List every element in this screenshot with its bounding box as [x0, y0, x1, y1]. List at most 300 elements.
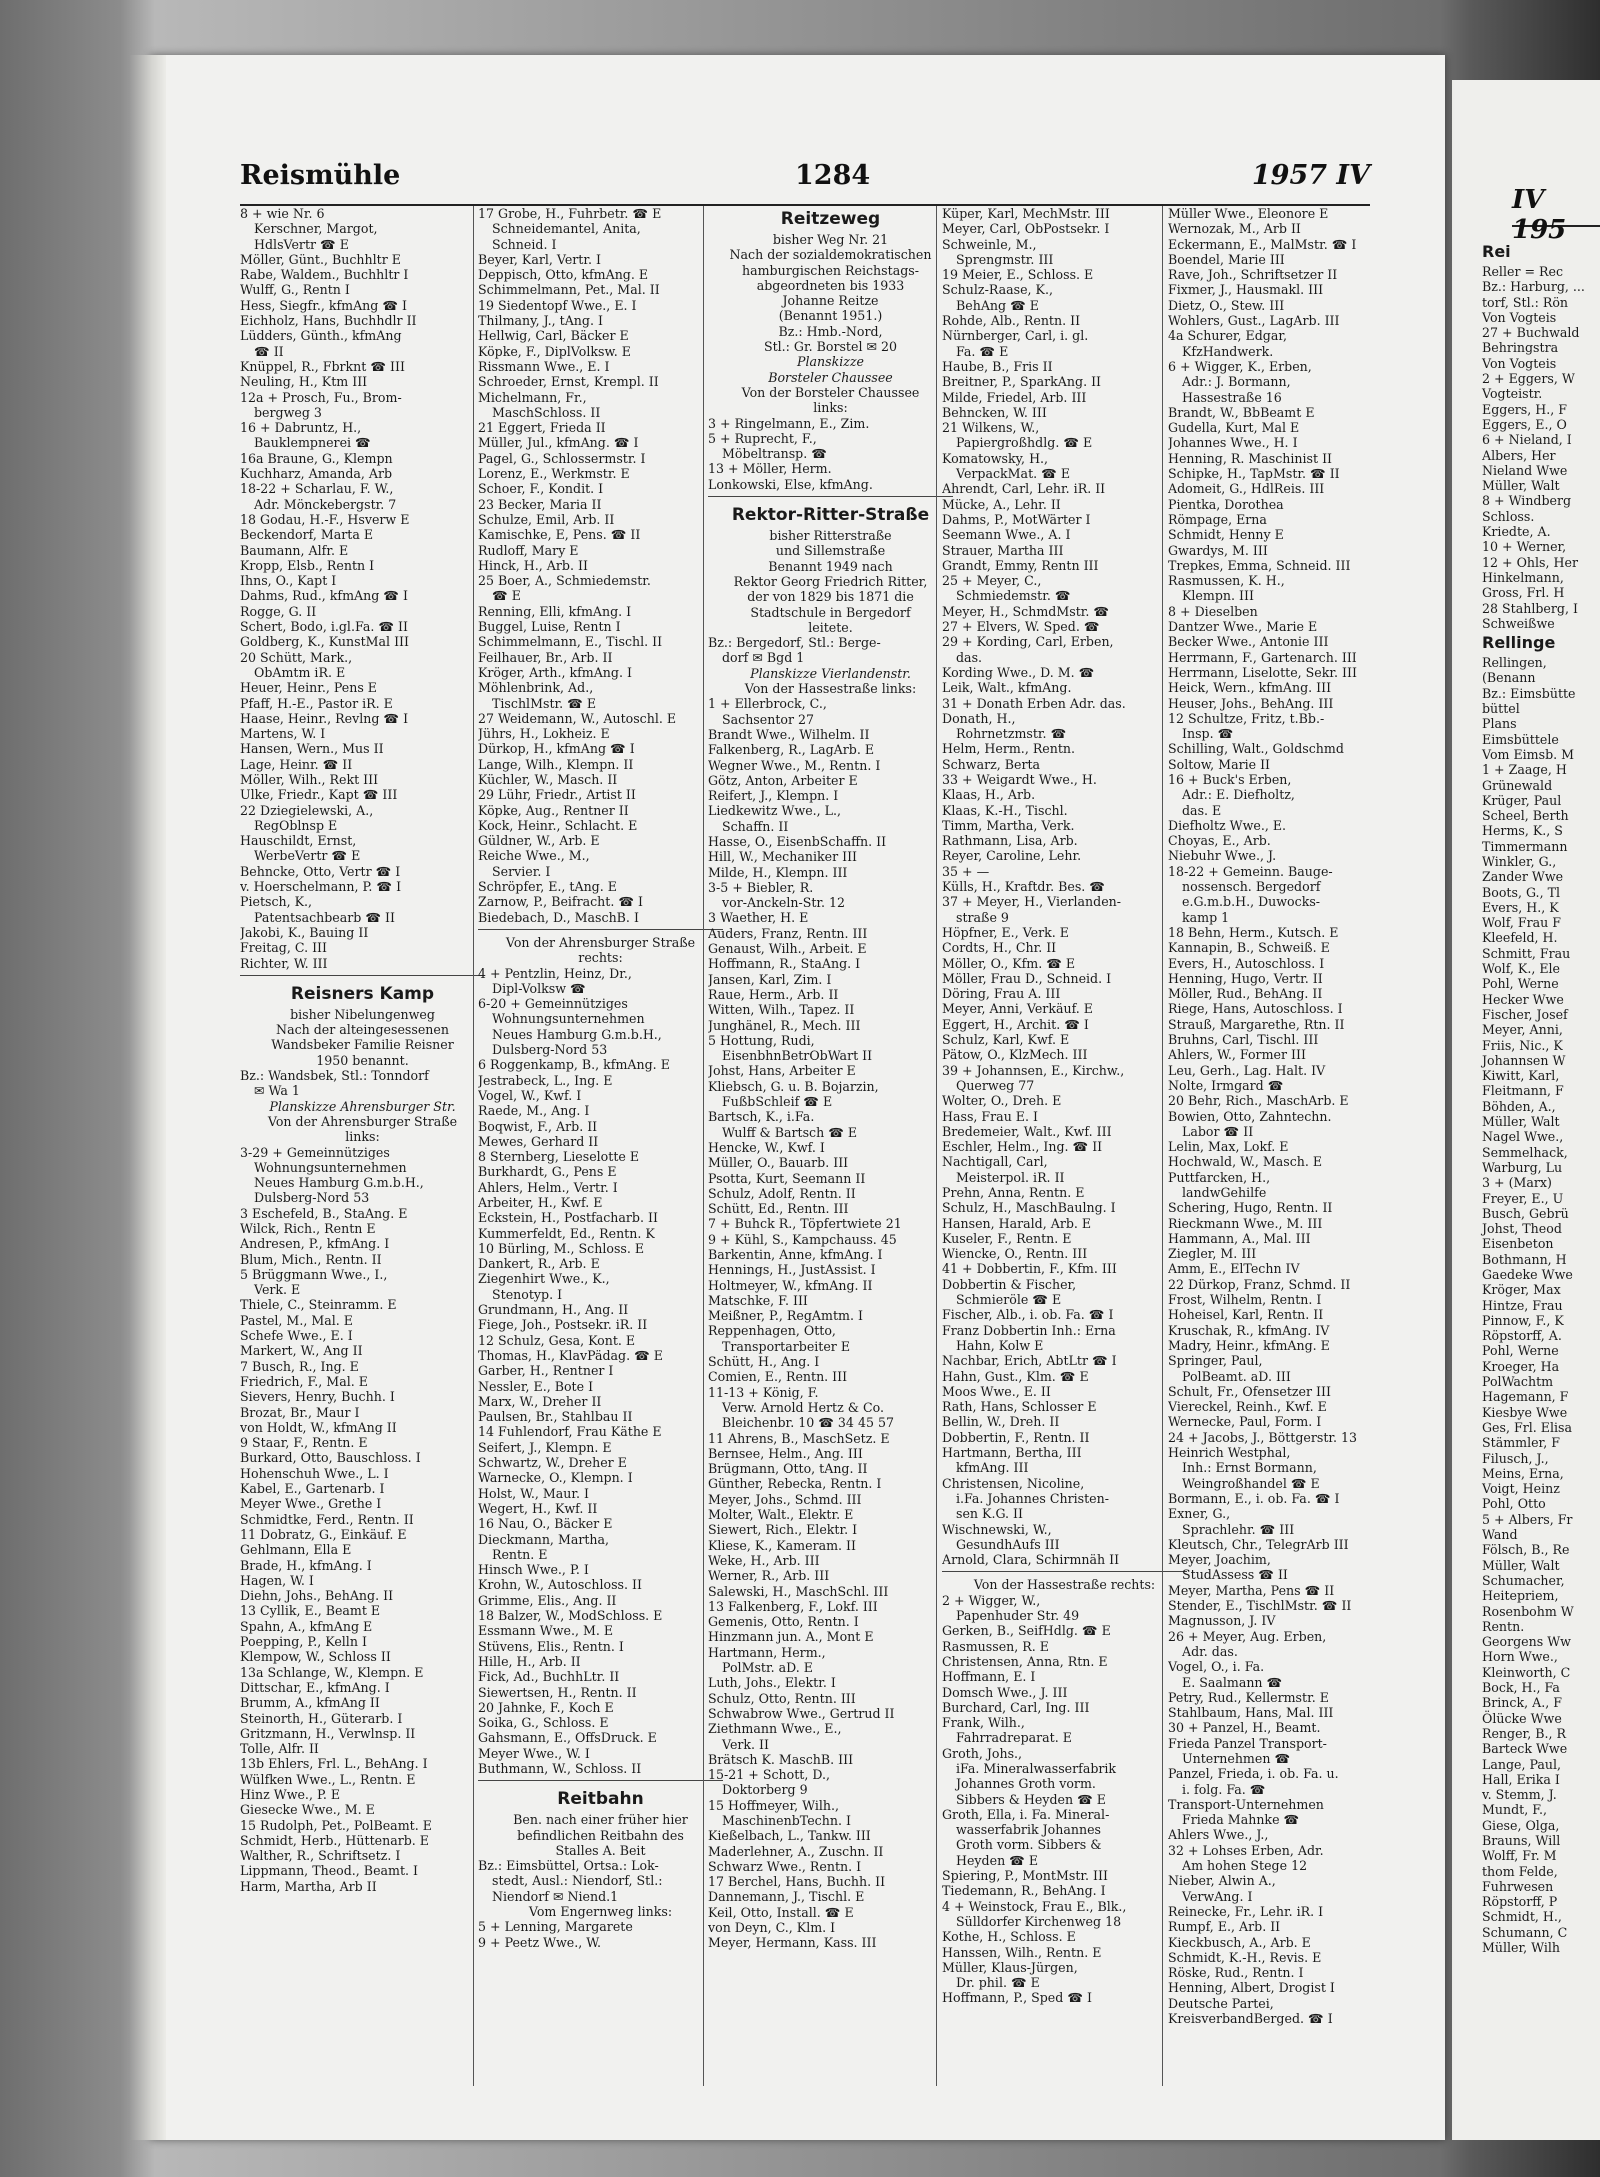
directory-column-2: [478, 206, 723, 2096]
directory-entry: Döring, Frau A. III: [942, 986, 1061, 1002]
directory-entry: 6 + Nieland, I: [1482, 432, 1572, 448]
directory-entry: 1 + Ellerbrock, C.,: [708, 696, 827, 712]
directory-entry: Freyer, E., U: [1482, 1190, 1564, 1206]
directory-entry: Schmidt, Herb., Hüttenarb. E: [240, 1832, 429, 1848]
directory-entry: Cordts, H., Chr. II: [942, 940, 1057, 956]
directory-entry: Siewert, Rich., Elektr. I: [708, 1522, 858, 1538]
directory-entry: Fixmer, J., Hausmakl. III: [1168, 282, 1324, 298]
directory-entry: 5 + Albers, Fr: [1482, 1511, 1573, 1527]
directory-entry: Bauklempnerei ☎: [254, 435, 371, 451]
directory-entry: Lonkowski, Else, kfmAng.: [708, 476, 873, 492]
directory-entry: 18 Godau, H.-F., Hsverw E: [240, 511, 410, 527]
directory-entry: Adomeit, G., HdlReis. III: [1168, 481, 1325, 497]
directory-entry: Giese, Olga,: [1482, 1817, 1560, 1833]
directory-entry: Beckendorf, Marta E: [240, 527, 374, 543]
directory-entry: Schwabrow Wwe., Gertrud II: [708, 1705, 895, 1721]
directory-entry: 17 Berchel, Hans, Buchh. II: [708, 1874, 886, 1890]
directory-entry: Schipke, H., TapMstr. ☎ II: [1168, 466, 1340, 482]
directory-entry: Reller = Rec: [1482, 264, 1564, 279]
directory-entry: Gahsmann, E., OffsDruck. E: [478, 1730, 657, 1746]
directory-entry: Röpstorff, A.: [1482, 1328, 1562, 1344]
directory-entry: Wulff & Bartsch ☎ E: [722, 1124, 858, 1140]
directory-entry: Herrmann, Liselotte, Sekr. III: [1168, 664, 1357, 680]
directory-entry: Lüdders, Günth., kfmAng: [240, 328, 402, 344]
directory-entry: Lage, Heinr. ☎ II: [240, 756, 353, 772]
directory-entry: Krüger, Paul: [1482, 792, 1562, 808]
directory-entry: Fischer, Josef: [1482, 1006, 1568, 1022]
directory-entry: 3 + (Marx): [1482, 1175, 1552, 1191]
directory-entry: Bz.: Wandsbek, Stl.: Tonndorf: [240, 1068, 429, 1084]
directory-entry: 8 + wie Nr. 6: [240, 206, 325, 221]
directory-entry: Richter, W. III: [240, 955, 328, 971]
street-note: Stadtschule in Bergedorf: [750, 604, 911, 620]
directory-entry: 3-29 + Gemeinnütziges: [240, 1144, 390, 1160]
directory-entry: Hecker Wwe: [1482, 991, 1564, 1007]
directory-entry: Hoffmann, R., StaAng. I: [708, 956, 861, 972]
directory-entry: Meyer, Carl, ObPostsekr. I: [942, 221, 1110, 237]
directory-entry: Meyer, Johs., Schmd. III: [708, 1491, 862, 1507]
directory-entry: Hall, Erika I: [1482, 1771, 1560, 1787]
directory-entry: Bleichenbr. 10 ☎ 34 45 57: [722, 1415, 894, 1431]
directory-entry: Knüppel, R., Fbrknt ☎ III: [240, 358, 405, 374]
street-note: Bz.: Hmb.-Nord,: [778, 323, 883, 339]
directory-entry: Freitag, C. III: [240, 940, 327, 956]
directory-entry: straße 9: [956, 909, 1009, 925]
directory-entry: Wolter, O., Dreh. E: [942, 1093, 1062, 1109]
directory-entry: Reyer, Caroline, Lehr.: [942, 848, 1082, 864]
directory-entry: Dantzer Wwe., Marie E: [1168, 619, 1318, 635]
directory-entry: Wohlers, Gust., LagArb. III: [1168, 313, 1340, 329]
directory-entry: Reinecke, Fr., Lehr. iR. I: [1168, 1903, 1324, 1919]
directory-entry: Hahn, Gust., Klm. ☎ E: [942, 1368, 1089, 1384]
directory-entry: Dipl-Volksw ☎: [492, 980, 586, 996]
directory-entry: Wiencke, O., Rentn. III: [942, 1246, 1088, 1262]
directory-entry: Eckermann, E., MalMstr. ☎ I: [1168, 236, 1357, 252]
directory-entry: Gudella, Kurt, Mal E: [1168, 420, 1300, 436]
directory-entry: Bellin, W., Dreh. II: [942, 1414, 1060, 1430]
directory-entry: Gaedeke Wwe: [1482, 1267, 1573, 1282]
directory-entry: Verk. E: [254, 1282, 301, 1298]
directory-entry: TischlMstr. ☎ E: [492, 695, 597, 711]
directory-entry: Heuer, Heinr., Pens E: [240, 680, 377, 696]
street-heading: Rellinge: [1482, 633, 1556, 653]
directory-entry: Frieda Panzel Transport-: [1168, 1735, 1327, 1751]
directory-entry: Rasmussen, K. H.,: [1168, 573, 1285, 589]
directory-entry: MaschinenbTechn. I: [722, 1812, 851, 1828]
directory-entry: Rellingen,: [1482, 655, 1547, 671]
directory-entry: Seifert, J., Klempn. E: [478, 1439, 612, 1455]
street-heading: Reisners Kamp: [290, 983, 435, 1004]
directory-entry: GesundhAufs III: [956, 1536, 1060, 1552]
directory-column-3: [708, 206, 953, 2096]
directory-entry: Fölsch, B., Re: [1482, 1542, 1570, 1558]
directory-entry: Schulz-Raase, K.,: [942, 282, 1053, 298]
directory-entry: Kroeger, Ha: [1482, 1358, 1560, 1374]
directory-entry: Groth, Ella, i. Fa. Mineral-: [942, 1806, 1110, 1822]
directory-entry: Kliese, K., Kameram. II: [708, 1537, 856, 1553]
directory-entry: Beyer, Karl, Vertr. I: [478, 251, 601, 267]
directory-entry: Möller, O., Kfm. ☎ E: [942, 955, 1076, 971]
directory-entry: Wegert, H., Kwf. II: [478, 1500, 598, 1516]
column-divider: [473, 206, 474, 2086]
directory-entry: Hoffmann, P., Sped ☎ I: [942, 1990, 1092, 2006]
right-page-fragment: [1452, 80, 1600, 2140]
directory-entry: Dr. phil. ☎ E: [956, 1975, 1040, 1991]
directory-entry: Frost, Wilhelm, Rentn. I: [1168, 1292, 1322, 1308]
directory-entry: stedt, Ausl.: Niendorf, Stl.:: [492, 1873, 663, 1889]
directory-entry: von Deyn, C., Klm. I: [708, 1920, 836, 1936]
directory-entry: Warburg, Lu: [1482, 1159, 1563, 1175]
directory-entry: Niebuhr Wwe., J.: [1168, 848, 1277, 864]
directory-entry: thom Felde,: [1482, 1863, 1558, 1879]
directory-entry: Hess, Siegfr., kfmAng ☎ I: [240, 297, 408, 313]
directory-entry: 30 + Panzel, H., Beamt.: [1168, 1720, 1321, 1736]
directory-entry: Henning, Albert, Drogist I: [1168, 1980, 1335, 1996]
directory-entry: Warnecke, O., Klempn. I: [478, 1470, 633, 1486]
directory-entry: 6 Roggenkamp, B., kfmAng. E: [478, 1057, 670, 1073]
directory-entry: Vom Eimsb. M: [1482, 746, 1575, 762]
directory-entry: Labor ☎ II: [1182, 1123, 1254, 1139]
plan-sketch-note: Planskizze Vierlandenstr.: [750, 665, 911, 681]
directory-entry: 15-21 + Schott, D.,: [708, 1767, 831, 1783]
directory-entry: Siewertsen, H., Rentn. II: [478, 1684, 637, 1700]
directory-entry: Schering, Hugo, Rentn. II: [1168, 1200, 1333, 1216]
street-note: der von 1829 bis 1871 die: [747, 589, 914, 605]
directory-entry: dorf ✉ Bgd 1: [722, 650, 805, 666]
directory-entry: Von Vogteis: [1482, 309, 1557, 325]
directory-entry: Friis, Nic., K: [1482, 1037, 1563, 1053]
street-note: Ben. nach einer früher hier: [513, 1812, 688, 1828]
directory-entry: Müller, Wilh: [1482, 1940, 1561, 1956]
street-note: Nach der alteingesessenen: [276, 1022, 449, 1038]
directory-entry: Deutsche Partei,: [1168, 1995, 1274, 2011]
directory-entry: Doktorberg 9: [722, 1782, 808, 1798]
directory-entry: Möller, Wilh., Rekt III: [240, 771, 379, 787]
directory-entry: Kamischke, E, Pens. ☎ II: [478, 527, 641, 543]
directory-entry: Dobbertin, F., Rentn. II: [942, 1429, 1090, 1445]
directory-entry: Meyer, Anni,: [1482, 1022, 1563, 1038]
directory-entry: Wernozak, M., Arb II: [1168, 221, 1301, 237]
directory-entry: Barkentin, Anne, kfmAng. I: [708, 1247, 883, 1262]
directory-entry: Müller, Walt: [1482, 478, 1560, 494]
directory-entry: 10 + Werner,: [1482, 539, 1567, 555]
directory-entry: Möbeltransp. ☎: [722, 446, 827, 462]
directory-entry: von Holdt, W., kfmAng II: [240, 1419, 397, 1435]
directory-entry: Rentn.: [1482, 1618, 1525, 1634]
directory-entry: Hille, H., Arb. II: [478, 1653, 581, 1669]
directory-entry: Kannapin, B., Schweiß. E: [1168, 940, 1330, 956]
directory-entry: Schilling, Walt., Goldschmd: [1168, 741, 1344, 757]
directory-entry: Matschke, F. III: [708, 1292, 808, 1308]
directory-entry: Breitner, P., SparkAng. II: [942, 374, 1102, 390]
directory-entry: Holst, W., Maur. I: [478, 1485, 590, 1501]
directory-entry: Gritzmann, H., Verwlnsp. II: [240, 1725, 416, 1741]
directory-entry: 7 + Buhck R., Töpfertwiete 21: [708, 1216, 902, 1232]
directory-entry: 11 Ahrens, B., MaschSetz. E: [708, 1430, 890, 1446]
street-heading: Rektor-Ritter-Straße: [731, 505, 930, 526]
directory-entry: Deppisch, Otto, kfmAng. E: [478, 267, 649, 283]
directory-entry: Schweinle, M.,: [942, 236, 1037, 252]
directory-entry: Reppenhagen, Otto,: [708, 1323, 836, 1339]
directory-entry: Psotta, Kurt, Seemann II: [708, 1170, 866, 1186]
directory-entry: Schulz, Otto, Rentn. III: [708, 1690, 856, 1706]
directory-entry: Fick, Ad., BuchhLtr. II: [478, 1669, 620, 1685]
street-note: Von der Borsteler Chaussee: [741, 384, 920, 400]
directory-entry: Boendel, Marie III: [1168, 251, 1285, 267]
directory-entry: Johst, Hans, Arbeiter E: [708, 1063, 856, 1079]
directory-entry: Meyer Wwe., Grethe I: [240, 1496, 382, 1512]
directory-entry: Sievers, Henry, Buchh. I: [240, 1389, 395, 1405]
directory-entry: Müller, O., Bauarb. III: [708, 1155, 849, 1171]
directory-entry: 10 Bürling, M., Schloss. E: [478, 1240, 645, 1256]
directory-entry: Behncke, Otto, Vertr ☎ I: [240, 863, 401, 879]
directory-entry: torf, Stl.: Rön: [1482, 294, 1569, 310]
directory-entry: Hill, W., Mechaniker III: [708, 849, 858, 865]
directory-entry: Zarnow, P., Beifracht. ☎ I: [478, 894, 644, 910]
directory-entry: Eckstein, H., Postfacharb. II: [478, 1210, 658, 1226]
directory-entry: Wolf, Frau F: [1482, 915, 1562, 931]
directory-entry: Johannsen W: [1482, 1052, 1566, 1068]
directory-entry: Helm, Herm., Rentn.: [942, 741, 1076, 757]
directory-entry: Groth, Johs.,: [942, 1745, 1023, 1761]
street-note: bisher Weg Nr. 21: [772, 232, 889, 247]
directory-entry: Dannemann, J., Tischl. E: [708, 1889, 865, 1905]
directory-entry: Brauns, Will: [1482, 1832, 1561, 1848]
directory-entry: 25 + Meyer, C.,: [942, 573, 1042, 589]
directory-entry: Buthmann, W., Schloss. II: [478, 1760, 642, 1776]
directory-entry: Kabel, E., Gartenarb. I: [240, 1481, 385, 1497]
directory-entry: Stahlbaum, Hans, Mal. III: [1168, 1705, 1334, 1721]
directory-entry: Kiwitt, Karl,: [1482, 1068, 1560, 1084]
directory-entry: Möller, Günt., Buchhltr E: [240, 251, 401, 267]
directory-entry: Verw. Arnold Hertz & Co.: [722, 1399, 884, 1415]
directory-entry: Trepkes, Emma, Schneid. III: [1168, 557, 1351, 573]
directory-entry: Burkard, Otto, Bauschloss. I: [240, 1450, 421, 1466]
directory-entry: Marx, W., Dreher II: [478, 1393, 602, 1409]
directory-entry: Klempow, W., Schloss II: [240, 1649, 391, 1665]
directory-entry: Bz.: Eimsbüttel, Ortsa.: Lok-: [478, 1858, 659, 1874]
directory-entry: Grimme, Elis., Ang. II: [478, 1592, 617, 1608]
directory-entry: Lippmann, Theod., Beamt. I: [240, 1863, 419, 1879]
street-note: Wandsbeker Familie Reisner: [271, 1037, 454, 1053]
directory-entry: Markert, W., Ang II: [240, 1343, 363, 1359]
directory-entry: Milde, H., Klempn. III: [708, 864, 848, 880]
directory-entry: Müller, Klaus-Jürgen,: [942, 1959, 1078, 1975]
directory-entry: Giesecke Wwe., M. E: [240, 1802, 375, 1818]
directory-entry: Vogel, O., i. Fa.: [1168, 1659, 1265, 1675]
directory-entry: Von Vogteis: [1482, 355, 1557, 371]
directory-entry: 16 + Buck's Erben,: [1168, 771, 1292, 787]
directory-entry: Eggert, H., Archit. ☎ I: [942, 1016, 1089, 1032]
directory-entry: Boots, G., Tl: [1482, 884, 1560, 900]
directory-entry: Wand: [1482, 1527, 1518, 1543]
directory-entry: 9 Staar, F., Rentn. E: [240, 1435, 368, 1451]
directory-entry: Ahlers, W., Former III: [1168, 1047, 1306, 1063]
directory-entry: Goldberg, K., KunstMal III: [240, 634, 409, 650]
directory-entry: Ges, Frl. Elisa: [1482, 1419, 1572, 1435]
directory-entry: Wegner Wwe., M., Rentn. I: [708, 757, 881, 773]
directory-entry: Rentn. E: [492, 1546, 548, 1562]
directory-entry: kfmAng. III: [956, 1460, 1029, 1476]
directory-entry: Ahlers, Helm., Vertr. I: [478, 1179, 618, 1195]
directory-entry: Nürnberger, Carl, i. gl.: [942, 328, 1089, 344]
right-page-header-text: IV 195: [1512, 185, 1567, 245]
street-note: (Benannt 1951.): [778, 308, 883, 324]
directory-entry: 9 + Kühl, S., Kampchauss. 45: [708, 1231, 897, 1247]
directory-entry: Rudloff, Mary E: [478, 542, 579, 558]
directory-entry: Unternehmen ☎: [1182, 1750, 1291, 1766]
directory-entry: 4 + Pentzlin, Heinz, Dr.,: [478, 965, 632, 981]
directory-entry: EisenbhnBetrObWart II: [722, 1048, 873, 1064]
directory-entry: Kording Wwe., D. M. ☎: [942, 664, 1095, 680]
directory-entry: nossensch. Bergedorf: [1182, 879, 1321, 895]
directory-entry: Choyas, E., Arb.: [1168, 833, 1271, 849]
directory-entry: Brinck, A., F: [1482, 1695, 1562, 1711]
page-number: 1284: [795, 160, 871, 191]
directory-entry: Rath, Hans, Schlosser E: [942, 1399, 1097, 1415]
street-heading: Rei: [1482, 242, 1511, 261]
directory-entry: Pohl, Werne: [1482, 1343, 1559, 1359]
directory-entry: Kröger, Max: [1482, 1282, 1561, 1298]
directory-entry: Martens, W. I: [240, 726, 326, 742]
directory-entry: i.Fa. Johannes Christen-: [956, 1490, 1109, 1506]
directory-entry: Kerschner, Margot,: [254, 221, 378, 237]
directory-entry: Schwartz, W., Dreher E: [478, 1455, 627, 1471]
directory-entry: Fa. ☎ E: [956, 343, 1009, 359]
directory-entry: 32 + Lohses Erben, Adr.: [1168, 1842, 1324, 1858]
directory-entry: Fleitmann, F: [1482, 1083, 1564, 1099]
directory-entry: Schulz, H., MaschBaulng. I: [942, 1200, 1116, 1216]
directory-entry: 19 Meier, E., Schloss. E: [942, 267, 1094, 283]
directory-entry: 20 Schütt, Mark.,: [240, 649, 353, 665]
directory-entry: Eisenbeton: [1482, 1236, 1554, 1252]
directory-entry: Pastel, M., Mal. E: [240, 1312, 353, 1328]
street-note: rechts:: [578, 950, 623, 966]
directory-entry: Hagen, W. I: [240, 1572, 314, 1588]
directory-entry: Lorenz, E., Werkmstr. E: [478, 466, 630, 482]
directory-entry: 19 Siedentopf Wwe., E. I: [478, 297, 637, 313]
directory-entry: Brade, H., kfmAng. I: [240, 1557, 372, 1573]
directory-entry: Schmiedemstr. ☎: [956, 588, 1071, 604]
directory-entry: 18-22 + Scharlau, F. W.,: [240, 481, 394, 497]
directory-entry: 7 Busch, R., Ing. E: [240, 1358, 359, 1374]
street-note: Von der Hassestraße links:: [744, 681, 917, 697]
directory-entry: Wohnungsunternehmen: [254, 1159, 407, 1175]
directory-entry: Arbeiter, H., Kwf. E: [478, 1195, 603, 1210]
directory-entry: Busch, Gebrü: [1482, 1205, 1569, 1221]
directory-entry: Liedkewitz Wwe., L.,: [708, 803, 842, 819]
directory-entry: Werner, R., Arb. III: [708, 1568, 830, 1584]
directory-entry: WerbeVertr ☎ E: [254, 848, 361, 864]
directory-entry: Schumann, C: [1482, 1924, 1568, 1940]
directory-entry: Gehlmann, Ella E: [240, 1542, 352, 1558]
directory-entry: Keil, Otto, Install. ☎ E: [708, 1904, 854, 1920]
directory-entry: Kruschak, R., kfmAng. IV: [1168, 1322, 1330, 1338]
street-note: Vom Engernweg links:: [528, 1904, 673, 1920]
directory-entry: Eggers, E., O: [1482, 416, 1567, 432]
directory-entry: (Benann: [1482, 670, 1536, 686]
directory-entry: Milde, Friedel, Arb. III: [942, 389, 1087, 405]
directory-entry: büttel: [1482, 701, 1520, 717]
directory-entry: Klempn. III: [1182, 588, 1254, 604]
directory-entry: BehAng ☎ E: [956, 297, 1039, 313]
street-note: Von der Ahrensburger Straße: [505, 934, 696, 950]
directory-entry: Ziethmann Wwe., E.,: [708, 1721, 842, 1737]
directory-entry: 14 Fuhlendorf, Frau Käthe E: [478, 1424, 662, 1440]
directory-entry: Horn Wwe.,: [1482, 1649, 1558, 1665]
directory-entry: Rieckmann Wwe., M. III: [1168, 1215, 1323, 1231]
directory-entry: Bz.: Eimsbütte: [1482, 685, 1576, 701]
directory-entry: Dulsberg-Nord 53: [254, 1190, 370, 1206]
directory-entry: Domsch Wwe., J. III: [942, 1684, 1068, 1700]
directory-entry: Klaas, H., Arb.: [942, 787, 1036, 803]
directory-entry: Diehn, Johs., BehAng. II: [240, 1588, 394, 1604]
directory-entry: 16 Nau, O., Bäcker E: [478, 1516, 613, 1532]
street-note: Von der Hassestraße rechts:: [973, 1577, 1156, 1593]
directory-entry: Adr.: J. Bormann,: [1182, 374, 1291, 390]
directory-entry: Grundmann, H., Ang. II: [478, 1302, 629, 1318]
directory-entry: Bowien, Otto, Zahntechn.: [1168, 1108, 1332, 1124]
directory-entry: 12 Schultze, Fritz, t.Bb.-: [1168, 710, 1325, 726]
street-note: leitete.: [808, 619, 853, 635]
directory-entry: Röske, Rud., Rentn. I: [1168, 1965, 1304, 1981]
directory-entry: 24 + Jacobs, J., Böttgerstr. 13: [1168, 1429, 1358, 1445]
directory-entry: Panzel, Frieda, i. ob. Fa. u.: [1168, 1766, 1339, 1782]
directory-entry: Ziegenhirt Wwe., K.,: [478, 1271, 610, 1287]
directory-entry: Falkenberg, R., LagArb. E: [708, 742, 875, 758]
directory-entry: Wülfken Wwe., L., Rentn. E: [240, 1771, 416, 1787]
directory-entry: Pfaff, H.-E., Pastor iR. E: [240, 695, 393, 711]
edition-year: 1957 IV: [1251, 160, 1370, 191]
directory-entry: Paulsen, Br., Stahlbau II: [478, 1409, 633, 1425]
directory-entry: 3-5 + Biebler, R.: [708, 879, 814, 895]
directory-entry: Schroeder, Ernst, Krempl. II: [478, 374, 659, 390]
directory-entry: Hinzmann jun. A., Mont E: [708, 1629, 874, 1645]
directory-entry: Andresen, P., kfmAng. I: [240, 1236, 390, 1252]
directory-entry: Witten, Wilh., Tapez. II: [708, 1002, 855, 1018]
directory-entry: Niendorf ✉ Niend.1: [492, 1888, 619, 1904]
directory-entry: Adr. Mönckebergstr. 7: [254, 496, 397, 512]
directory-entry: Hintze, Frau: [1482, 1297, 1563, 1313]
directory-entry: Müller, Walt: [1482, 1114, 1560, 1130]
street-note: 1950 benannt.: [316, 1052, 409, 1068]
directory-entry: 23 Becker, Maria II: [478, 496, 602, 512]
directory-entry: Moos Wwe., E. II: [942, 1383, 1051, 1399]
directory-entry: 12 + Ohls, Her: [1482, 554, 1578, 570]
directory-entry: Sachsentor 27: [722, 711, 815, 727]
directory-entry: Thomas, H., KlavPädag. ☎ E: [478, 1347, 664, 1363]
plan-sketch-note: Planskizze Ahrensburger Str.: [269, 1098, 456, 1114]
directory-entry: Christensen, Nicoline,: [942, 1475, 1085, 1491]
street-note: bisher Ritterstraße: [769, 528, 892, 544]
directory-entry: Külls, H., Kraftdr. Bes. ☎: [942, 879, 1105, 895]
directory-entry: Pagel, G., Schlossermstr. I: [478, 450, 646, 466]
directory-entry: Rasmussen, R. E: [942, 1638, 1049, 1654]
directory-entry: Auders, Franz, Rentn. III: [708, 925, 868, 941]
directory-entry: Günther, Rebecka, Rentn. I: [708, 1476, 882, 1492]
directory-entry: das.: [956, 649, 983, 665]
directory-entry: 13 + Möller, Herm.: [708, 461, 832, 477]
directory-entry: Molter, Walt., Elektr. E: [708, 1507, 854, 1523]
directory-entry: VerwAng. I: [1182, 1888, 1253, 1904]
directory-entry: Strauer, Martha III: [942, 542, 1064, 558]
directory-entry: Fuhrwesen: [1482, 1878, 1554, 1894]
directory-entry: Salewski, H., MaschSchl. III: [708, 1583, 889, 1599]
directory-entry: Wischnewski, W.,: [942, 1521, 1052, 1537]
directory-entry: Leu, Gerh., Lag. Halt. IV: [1168, 1062, 1326, 1078]
directory-entry: Amm, E., ElTechn IV: [1168, 1261, 1300, 1277]
directory-entry: Tolle, Alfr. II: [240, 1741, 319, 1757]
